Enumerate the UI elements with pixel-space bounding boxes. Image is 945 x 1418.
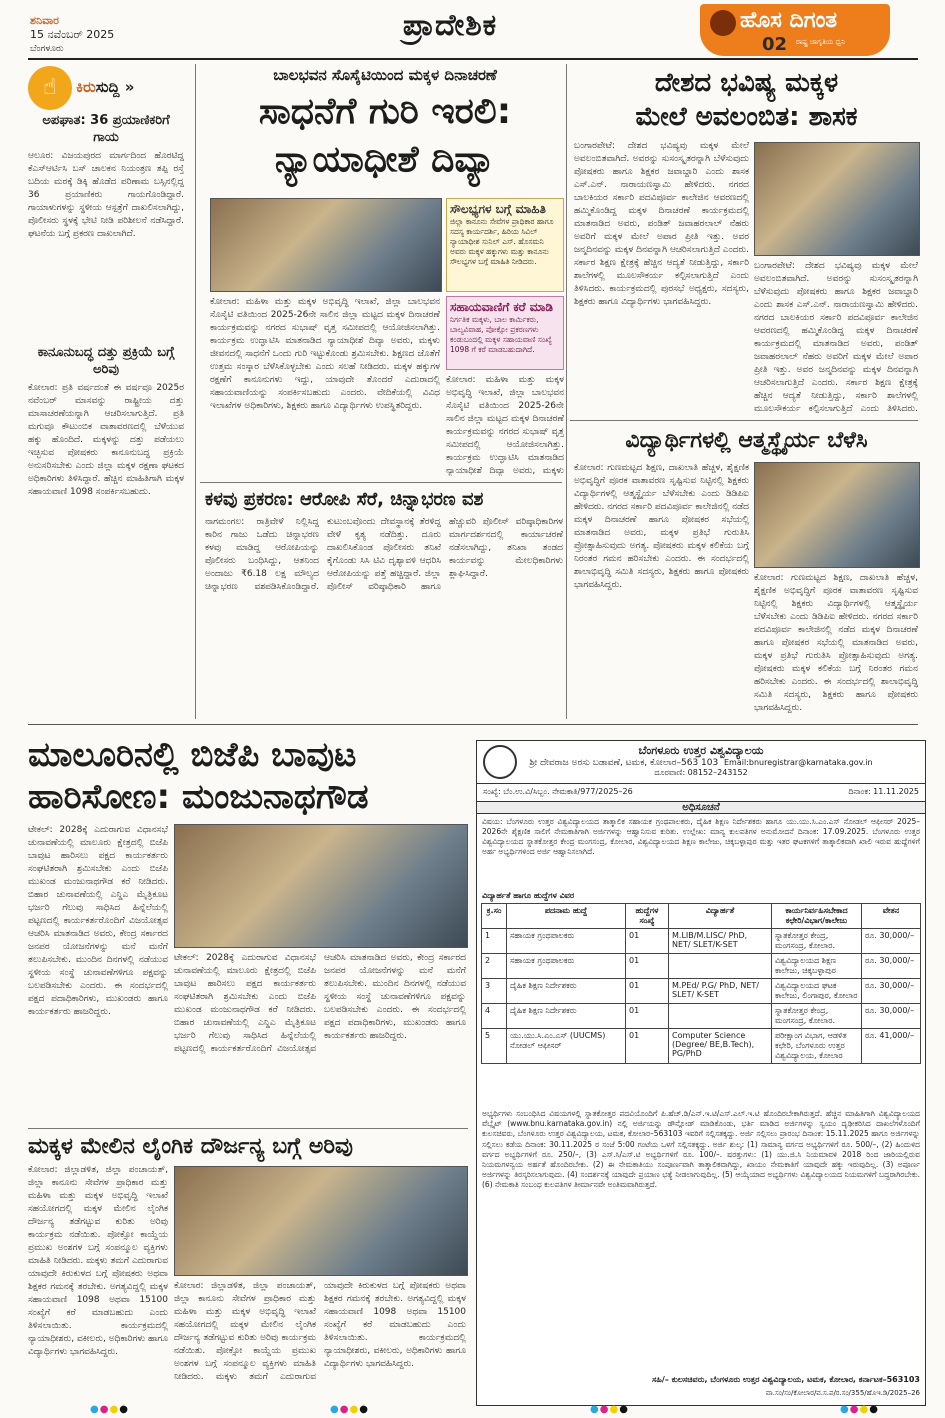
lead-body-col1: ಕೋಲಾರ: ಮಹಿಳಾ ಮತ್ತು ಮಕ್ಕಳ ಅಭಿವೃದ್ಧಿ ಇಲಾಖೆ, ಜಿಲ್ಲಾ ಬಾಲಭವನ ಸೊಸೈಟಿ ವತಿಯಿಂದ 2025-26ನೇ ಸಾಲಿನ ಜಿಲ್ಲಾ ಮಟ್ಟದ ಮಕ್ಕಳ ದಿನಾಚರಣೆ ಕಾರ್ಯಕ್ರಮವನ್ನು ನಗರದ ಸುಭಾಷ್ ವೃತ್ತ ಸಮೀಪದಲ್ಲಿ ಆಯೋಜಿಸಲಾಗಿತ್ತು. ಕಾರ್ಯಕ್ರಮ ಉದ್ಘಾಟಿಸಿ ಮಾತನಾಡಿದ ನ್ಯಾಯಾಧೀಶೆ ದಿವ್ಯಾ ಅವರು, ಮಕ್ಕಳು ಜೀವನದಲ್ಲಿ ಸಾಧನೆಗೆ ಒಂದು ಗುರಿ ಇಟ್ಟುಕೊಂಡು ಶ್ರಮಿಸಬೇಕು. ಶಿಕ್ಷಣದ ಜೊತೆಗೆ ಉತ್ತಮ ಸಂಸ್ಕಾರ ಬೆಳೆಸಿಕೊಳ್ಳಬೇಕು ಎಂದು ಸಲಹೆ ನೀಡಿದರು. ಮಕ್ಕಳ ಹಕ್ಕುಗಳ ರಕ್ಷಣೆಗೆ ಕಾನೂನುಗಳು ಇದ್ದು, ಯಾವುದೇ ತೊಂದರೆ ಎದುರಾದಲ್ಲಿ ಸಹಾಯವಾಣಿಯನ್ನು ಸಂಪರ್ಕಿಸಬಹುದು ಎಂದರು. ವೇದಿಕೆಯಲ್ಲಿ ವಿವಿಧ ಇಲಾಖೆಗಳ ಅಧಿಕಾರಿಗಳು, ಶಿಕ್ಷಕರು ಹಾಗೂ ವಿದ್ಯಾರ್ಥಿಗಳು ಉಪಸ್ಥಿತರಿದ್ದರು. [210, 297, 440, 411]
column-divider [566, 64, 567, 719]
notice-ref-row [483, 787, 919, 797]
theft-body: ನಾಗಮಂಗಲ: ರಾತ್ರಿವೇಳೆ ನಿಲ್ಲಿಸಿದ್ದ ಕಾರಿನ ಗಾಜು ಒಡೆದು ಚಿನ್ನಾಭರಣ ಕಳವು ಮಾಡಿದ್ದ ಆರೋಪಿಯನ್ನು ಪೊಲೀಸರು ಬಂಧಿಸಿದ್ದು, ಆತನಿಂದ ಅಂದಾಜು ₹6.18 ಲಕ್ಷ ಮೌಲ್ಯದ ಚಿನ್ನಾಭರಣ ವಶಪಡಿಸಿಕೊಂಡಿದ್ದಾರೆ. ಕುಟುಂಬವೊಂದು ದೇವಸ್ಥಾನಕ್ಕೆ ತೆರಳಿದ್ದ ವೇಳೆ ಕೃತ್ಯ ನಡೆದಿತ್ತು. ದೂರು ದಾಖಲಿಸಿಕೊಂಡ ಪೊಲೀಸರು ತನಿಖೆ ಕೈಗೊಂಡು ಸಿಸಿ ಟಿವಿ ದೃಶ್ಯಾವಳಿ ಆಧರಿಸಿ ಆರೋಪಿಯನ್ನು ಪತ್ತೆ ಹಚ್ಚಿದ್ದಾರೆ. ಜಿಲ್ಲಾ ಪೊಲೀಸ್ ವರಿಷ್ಠಾಧಿಕಾರಿ ಹಾಗೂ ಹೆಚ್ಚುವರಿ ಪೊಲೀಸ್ ವರಿಷ್ಠಾಧಿಕಾರಿಗಳ ಮಾರ್ಗದರ್ಶನದಲ್ಲಿ ಕಾರ್ಯಾಚರಣೆ ನಡೆಸಲಾಗಿದ್ದು, ತನಿಖಾ ತಂಡದ ಕಾರ್ಯವನ್ನು ಮೇಲಧಿಕಾರಿಗಳು ಶ್ಲಾಘಿಸಿದ್ದಾರೆ. [205, 517, 563, 592]
brief2-body: ಕೋಲಾರ: ಪ್ರತಿ ವರ್ಷದಂತೆ ಈ ವರ್ಷವೂ 2025ರ ನವೆಂಬರ್ ಮಾಸವನ್ನು ರಾಷ್ಟ್ರೀಯ ದತ್ತು ಮಾಸಾಚರಣೆಯನ್ನಾಗಿ ಆಚರಿಸಲಾಗುತ್ತಿದೆ. ಪ್ರತಿ ಮಗುವೂ ಕೌಟುಂಬಿಕ ವಾತಾವರಣದಲ್ಲಿ ಬೆಳೆಯುವ ಹಕ್ಕು ಹೊಂದಿದೆ. ಮಕ್ಕಳನ್ನು ದತ್ತು ಪಡೆಯಲು ಇಚ್ಛಿಸುವ ಪೋಷಕರು ಕಾನೂನುಬದ್ಧ ಪ್ರಕ್ರಿಯೆ ಅನುಸರಿಸಬೇಕು ಎಂದು ಜಿಲ್ಲಾ ಮಕ್ಕಳ ರಕ್ಷಣಾ ಘಟಕದ ಅಧಿಕಾರಿಗಳು ತಿಳಿಸಿದ್ದಾರೆ. ಹೆಚ್ಚಿನ ಮಾಹಿತಿಗಾಗಿ ಮಕ್ಕಳ ಸಹಾಯವಾಣಿ 1098 ಸಂಪರ್ಕಿಸಬಹುದು. [28, 383, 184, 497]
header-rule [28, 58, 918, 60]
notice-signature: ಸಹಿ/– ಕುಲಸಚಿವರು, ಬೆಂಗಳೂರು ಉತ್ತರ ವಿಶ್ವವಿದ್ಯಾಲಯ, ಟಮಕ, ಕೋಲಾರ, ಕರ್ನಾಟಕ–563103 [652, 1375, 920, 1384]
lead-body-col2: ಕೋಲಾರ: ಮಹಿಳಾ ಮತ್ತು ಮಕ್ಕಳ ಅಭಿವೃದ್ಧಿ ಇಲಾಖೆ, ಜಿಲ್ಲಾ ಬಾಲಭವನ ಸೊಸೈಟಿ ವತಿಯಿಂದ 2025-26ನೇ ಸಾಲಿನ ಜಿಲ್ಲಾ ಮಟ್ಟದ ಮಕ್ಕಳ ದಿನಾಚರಣೆ ಕಾರ್ಯಕ್ರಮವನ್ನು ನಗರದ ಸುಭಾಷ್ ವೃತ್ತ ಸಮೀಪದಲ್ಲಿ ಆಯೋಜಿಸಲಾಗಿತ್ತು. ಕಾರ್ಯಕ್ರಮ ಉದ್ಘಾಟಿಸಿ ಮಾತನಾಡಿದ ನ್ಯಾಯಾಧೀಶೆ ದಿವ್ಯಾ ಅವರು, ಮಕ್ಕಳು [446, 375, 564, 476]
vacancy-table-header [482, 904, 921, 929]
helpline-box-text: ನಿರ್ಗತಿಕ ಮಕ್ಕಳು, ಬಾಲ ಕಾರ್ಮಿಕರು, ಬಾಲ್ಯವಿವಾಹ, ಪೋಕ್ಸೋ ಪ್ರಕರಣಗಳು ಕಂಡುಬಂದಲ್ಲಿ ಮಕ್ಕಳ ಸಹಾಯವಾಣಿ ಸಂಖ್ಯೆ 1098 ಗೆ ಕರೆ ಮಾಡಬಹುದಾಗಿದೆ. [450, 315, 552, 354]
notice-dip-ref: ವಾ.ಸಂ/ಸಂ/ಕೋಲಾರ/ವ.ಸ.ಪ/ರ.ಸಂ/355/ಹೊಇ.ಡಿ/2025–26 [765, 1389, 920, 1397]
notice-body: ಅಭ್ಯರ್ಥಿಗಳು ಸಂಬಂಧಿಸಿದ ವಿಷಯಗಳಲ್ಲಿ ಸ್ನಾತಕೋತ್ತರ ಪದವಿಯೊಂದಿಗೆ ಪಿ.ಹೆಚ್.ಡಿ/ಎನ್.ಇ.ಟಿ/ಎಸ್.ಎಲ್.ಇ.ಟಿ ಹೊಂದಿರಬೇಕಾಗಿರುತ್ತದೆ. ಹೆಚ್ಚಿನ ಮಾಹಿತಿಗಾಗಿ ವಿಶ್ವವಿದ್ಯಾಲಯದ ವೆಬ್ಸೈಟ್ (www.bnu.karnataka.gov.in) ನಲ್ಲಿ ಅರ್ಜಿಯನ್ನು ಡೌನ್ಲೋಡ್ ಮಾಡಿಕೊಂಡು, ಭರ್ತಿ ಮಾಡಿದ ಅರ್ಜಿಗಳನ್ನು ಸ್ವಯಂ ದೃಢೀಕರಿಸಿದ ದಾಖಲೆಗಳೊಂದಿಗೆ ಕುಲಸಚಿವರು, ಬೆಂಗಳೂರು ಉತ್ತರ ವಿಶ್ವವಿದ್ಯಾಲಯ, ಟಮಕ, ಕೋಲಾರ–563103 ಇವರಿಗೆ ಸಲ್ಲಿಸತಕ್ಕದ್ದು. ಅರ್ಜಿ ಸಲ್ಲಿಸಲು ಪ್ರಾರಂಭ ದಿನಾಂಕ: 15.11.2025 ಹಾಗೂ ಅರ್ಜಿಗಳನ್ನು ಸಲ್ಲಿಸಲು ಕಡೆಯ ದಿನಾಂಕ: 30.11.2025 ರ ಸಂಜೆ 5:00 ಗಂಟೆಯ ಒಳಗೆ ಸಲ್ಲಿಸತಕ್ಕದ್ದು. ಅರ್ಜಿ ಶುಲ್ಕ: (1) ಸಾಮಾನ್ಯ ವರ್ಗದ ಅಭ್ಯರ್ಥಿಗಳಿಗೆ ರೂ. 500/–, (2) ಹಿಂದುಳಿದ ವರ್ಗದ ಅಭ್ಯರ್ಥಿಗಳಿಗೆ ರೂ. 250/–, (3) ಎಸ್.ಸಿ/ಎಸ್.ಟಿ ಅಭ್ಯರ್ಥಿಗಳಿಗೆ ರೂ. 100/–. ಷರತ್ತುಗಳು: (1) ಯು.ಜಿ.ಸಿ ನಿಯಮಾವಳಿ 2018 ರಿಂದ ಜಾರಿಯಲ್ಲಿರುವ ನಿಯಮಗಳನ್ವಯ ಅರ್ಹತೆ ಹೊಂದಿರಬೇಕು. (2) ಈ ನೇಮಕಾತಿಯು ಸಂಪೂರ್ಣವಾಗಿ ತಾತ್ಕಾಲಿಕವಾಗಿದ್ದು, ಖಾಯಂ ನೇಮಕಾತಿಗೆ ಯಾವುದೇ ಹಕ್ಕು ಇರುವುದಿಲ್ಲ. (3) ಅಪೂರ್ಣ ಅರ್ಜಿಗಳನ್ನು ತಿರಸ್ಕರಿಸಲಾಗುವುದು. (4) ಸಂದರ್ಶನಕ್ಕೆ ಯಾವುದೇ ಪ್ರಯಾಣ ಭತ್ಯೆ ನೀಡಲಾಗುವುದಿಲ್ಲ. (5) ಆಯ್ಕೆಯಾದ ಅಭ್ಯರ್ಥಿಗಳು ವಿಶ್ವವಿದ್ಯಾಲಯದ ನಿಯಮಗಳಿಗೆ ಬದ್ಧರಾಗಿರಬೇಕು. (6) ನೇಮಕಾತಿ ಸಂಬಂಧ ಕುಲಪತಿಗಳ ತೀರ್ಮಾನವೇ ಅಂತಿಮವಾಗಿರುತ್ತದೆ. [482, 1109, 920, 1190]
brand-emblem-icon [710, 10, 736, 36]
masthead-date-block [30, 14, 114, 56]
story6-body-col2: ಕೋಲಾರ: ಜಿಲ್ಲಾಡಳಿತ, ಜಿಲ್ಲಾ ಪಂಚಾಯತ್, ಜಿಲ್ಲಾ ಕಾನೂನು ಸೇವೆಗಳ ಪ್ರಾಧಿಕಾರ ಮತ್ತು ಮಹಿಳಾ ಮತ್ತು ಮಕ್ಕಳ ಅಭಿವೃದ್ಧಿ ಇಲಾಖೆ ಸಹಯೋಗದಲ್ಲಿ ಮಕ್ಕಳ ಮೇಲಿನ ಲೈಂಗಿಕ ದೌರ್ಜನ್ಯ ತಡೆಗಟ್ಟುವ ಕುರಿತು ಅರಿವು ಕಾರ್ಯಕ್ರಮ ನಡೆಯಿತು. ಪೋಕ್ಸೋ ಕಾಯ್ದೆಯ ಪ್ರಮುಖ ಅಂಶಗಳ ಬಗ್ಗೆ ಸಂಪನ್ಮೂಲ ವ್ಯಕ್ತಿಗಳು ಮಾಹಿತಿ ನೀಡಿದರು. ಮಕ್ಕಳು ತಮಗೆ ಎದುರಾಗುವ ಯಾವುದೇ ಕಿರುಕುಳದ ಬಗ್ಗೆ ಪೋಷಕರು ಅಥವಾ ಶಿಕ್ಷಕರ ಗಮನಕ್ಕೆ ತರಬೇಕು. ಅಗತ್ಯವಿದ್ದಲ್ಲಿ ಮಕ್ಕಳ ಸಹಾಯವಾಣಿ 1098 ಅಥವಾ 15100 ಸಂಖ್ಯೆಗೆ ಕರೆ ಮಾಡಬಹುದು ಎಂದು ತಿಳಿಸಲಾಯಿತು. ಕಾರ್ಯಕ್ರಮದಲ್ಲಿ ನ್ಯಾಯಾಧೀಶರು, ವಕೀಲರು, ಅಧಿಕಾರಿಗಳು ಹಾಗೂ ವಿದ್ಯಾರ್ಥಿಗಳು ಭಾಗವಹಿಸಿದ್ದರು. [174, 1281, 466, 1382]
city: ಬೆಂಗಳೂರು [30, 44, 64, 54]
col-header: ಕಾರ್ಯನಿರ್ವಹಿಸಬೇಕಾದ ಕಛೇರಿ/ವಿಭಾಗ/ಕಾಲೇಜು [772, 904, 862, 929]
lead-photo [210, 198, 442, 292]
story3-body-col1: ಕೋಲಾರ: ಗುಣಮಟ್ಟದ ಶಿಕ್ಷಣ, ದಾಖಲಾತಿ ಹೆಚ್ಚಳ, ಶೈಕ್ಷಣಿಕ ಅಭಿವೃದ್ಧಿಗೆ ಪೂರಕ ವಾತಾವರಣ ಸೃಷ್ಟಿಸುವ ನಿಟ್ಟಿನಲ್ಲಿ ಶಿಕ್ಷಕರು ವಿದ್ಯಾರ್ಥಿಗಳಲ್ಲಿ ಆತ್ಮಸ್ಥೈರ್ಯ ಬೆಳೆಸಬೇಕು ಎಂದು ಡಿಡಿಪಿಐ ಹೇಳಿದರು. ನಗರದ ಸರ್ಕಾರಿ ಪದವಿಪೂರ್ವ ಕಾಲೇಜಿನಲ್ಲಿ ನಡೆದ ಮಕ್ಕಳ ದಿನಾಚರಣೆ ಹಾಗೂ ಪೋಷಕರ ಸಭೆಯಲ್ಲಿ ಮಾತನಾಡಿದ ಅವರು, ಮಕ್ಕಳ ಪ್ರತಿಭೆ ಗುರುತಿಸಿ ಪ್ರೋತ್ಸಾಹಿಸುವುದು ಅಗತ್ಯ. ಪೋಷಕರು ಮಕ್ಕಳ ಕಲಿಕೆಯ ಬಗ್ಗೆ ನಿರಂತರ ಗಮನ ಹರಿಸಬೇಕು ಎಂದರು. ಈ ಸಂದರ್ಭದಲ್ಲಿ ಶಾಲಾಭಿವೃದ್ಧಿ ಸಮಿತಿ ಸದಸ್ಯರು, ಶಿಕ್ಷಕರು ಹಾಗೂ ಪೋಷಕರು ಭಾಗವಹಿಸಿದ್ದರು. [574, 463, 749, 590]
kirusuddi-label: ಕಿರುಸುದ್ದಿ » [76, 78, 135, 96]
notice-header [477, 741, 925, 784]
story5-headline-line2: ಹಾರಿಸೋಣ: ಮಂಜುನಾಥಗೌಡ [28, 777, 369, 817]
print-registration-marks: ●●●● [590, 1404, 629, 1415]
notice-table-title: ವಿದ್ಯಾರ್ಹತೆ ಹಾಗೂ ಹುದ್ದೆಗಳ ವಿವರ [482, 891, 575, 900]
university-name: ಬೆಂಗಳೂರು ಉತ್ತರ ವಿಶ್ವವಿದ್ಯಾಲಯ [638, 744, 764, 757]
story2-headline-line2: ಮೇಲೆ ಅವಲಂಬಿತ: ಶಾಸಕ [635, 102, 858, 132]
story2-body-col2: ಬಂಗಾರಪೇಟೆ: ದೇಶದ ಭವಿಷ್ಯವು ಮಕ್ಕಳ ಮೇಲೆ ಅವಲಂಬಿತವಾಗಿದೆ. ಅವರನ್ನು ಸುಸಂಸ್ಕೃತರನ್ನಾಗಿ ಬೆಳೆಸುವುದು ಪೋಷಕರು ಹಾಗೂ ಶಿಕ್ಷಕರ ಜವಾಬ್ದಾರಿ ಎಂದು ಶಾಸಕ ಎಸ್.ಎನ್. ನಾರಾಯಣಸ್ವಾಮಿ ಹೇಳಿದರು. ನಗರದ ಬಾಲಕಿಯರ ಸರ್ಕಾರಿ ಪದವಿಪೂರ್ವ ಕಾಲೇಜಿನ ಆವರಣದಲ್ಲಿ ಹಮ್ಮಿಕೊಂಡಿದ್ದ ಮಕ್ಕಳ ದಿನಾಚರಣೆ ಕಾರ್ಯಕ್ರಮದಲ್ಲಿ ಮಾತನಾಡಿದ ಅವರು, ಪಂಡಿತ್ ಜವಾಹರಲಾಲ್ ನೆಹರು ಅವರಿಗೆ ಮಕ್ಕಳ ಮೇಲೆ ಅಪಾರ ಪ್ರೀತಿ ಇತ್ತು. ಅವರ ಜನ್ಮದಿನವನ್ನು ಮಕ್ಕಳ ದಿನವನ್ನಾಗಿ ಆಚರಿಸಲಾಗುತ್ತಿದೆ ಎಂದರು. ಸರ್ಕಾರ ಶಿಕ್ಷಣ ಕ್ಷೇತ್ರಕ್ಕೆ ಹೆಚ್ಚಿನ ಆದ್ಯತೆ ನೀಡುತ್ತಿದ್ದು, ಸರ್ಕಾರಿ ಶಾಲೆಗಳಲ್ಲಿ ಮೂಲಸೌಕರ್ಯ ಕಲ್ಪಿಸಲಾಗುತ್ತಿದೆ ಎಂದು ತಿಳಿಸಿದರು. [754, 261, 918, 414]
story5-body-col2: ಟೇಕಲ್: 2028ಕ್ಕೆ ಎದುರಾಗುವ ವಿಧಾನಸಭೆ ಚುನಾವಣೆಯಲ್ಲಿ ಮಾಲೂರು ಕ್ಷೇತ್ರದಲ್ಲಿ ಬಿಜೆಪಿ ಬಾವುಟ ಹಾರಿಸಲು ಪಕ್ಷದ ಕಾರ್ಯಕರ್ತರು ಸಂಘಟಿತರಾಗಿ ಶ್ರಮಿಸಬೇಕು ಎಂದು ಬಿಜೆಪಿ ಮುಖಂಡ ಮಂಜುನಾಥಗೌಡ ಕರೆ ನೀಡಿದರು. ಬಿಹಾರ ಚುನಾವಣೆಯಲ್ಲಿ ಎನ್ಡಿಎ ಮೈತ್ರಿಕೂಟ ಭರ್ಜರಿ ಗೆಲುವು ಸಾಧಿಸಿದ ಹಿನ್ನೆಲೆಯಲ್ಲಿ ಪಟ್ಟಣದಲ್ಲಿ ಕಾರ್ಯಕರ್ತರೊಂದಿಗೆ ವಿಜಯೋತ್ಸವ ಆಚರಿಸಿ ಮಾತನಾಡಿದ ಅವರು, ಕೇಂದ್ರ ಸರ್ಕಾರದ ಜನಪರ ಯೋಜನೆಗಳನ್ನು ಮನೆ ಮನೆಗೆ ತಲುಪಿಸಬೇಕು. ಮುಂದಿನ ದಿನಗಳಲ್ಲಿ ನಡೆಯುವ ಸ್ಥಳೀಯ ಸಂಸ್ಥೆ ಚುನಾವಣೆಗಳಿಗೂ ಪಕ್ಷವನ್ನು ಬಲಪಡಿಸಬೇಕು ಎಂದರು. ಈ ಸಂದರ್ಭದಲ್ಲಿ ಪಕ್ಷದ ಪದಾಧಿಕಾರಿಗಳು, ಮುಖಂಡರು ಹಾಗೂ ಕಾರ್ಯಕರ್ತರು ಹಾಜರಿದ್ದರು. [174, 953, 466, 1054]
facilities-box-text: ಜಿಲ್ಲಾ ಕಾನೂನು ಸೇವೆಗಳ ಪ್ರಾಧಿಕಾರ ಹಾಗೂ ಸದಸ್ಯ ಕಾರ್ಯದರ್ಶಿ, ಹಿರಿಯ ಸಿವಿಲ್ ನ್ಯಾಯಾಧೀಶ ಸುನಿಲ್ ಎಸ್. ಹೊಸಮನಿ ಅವರು ಮಕ್ಕಳ ಹಕ್ಕುಗಳು ಮತ್ತು ಕಾನೂನು ಸೌಲಭ್ಯಗಳ ಬಗ್ಗೆ ಮಾಹಿತಿ ನೀಡಿದರು. [450, 217, 554, 266]
lead-headline-line1: ಸಾಧನೆಗೆ ಗುರಿ ಇರಲಿ: [258, 91, 512, 132]
notice-ref: ಸಂಖ್ಯೆ: ಬೆಂ.ಉ.ವಿ/ಸಿಬ್ಬಂ. ನೇಮಕಾತಿ/977/2025–26 [483, 787, 633, 796]
university-address: ಶ್ರೀ ದೇವರಾಜ ಅರಸು ಬಡಾವಣೆ, ಟಮಕ, ಕೋಲಾರ–563 103 [529, 758, 719, 768]
col-header: ಹುದ್ದೆಗಳ ಸಂಖ್ಯೆ [626, 904, 669, 929]
university-email: Email:bnuregistrar@karnataka.gov.in [723, 758, 873, 767]
story-divider [570, 420, 918, 421]
university-phone: ದೂರವಾಣಿ: 08152–243152 [654, 768, 748, 777]
facilities-box-title: ಸೌಲಭ್ಯಗಳ ಬಗ್ಗೆ ಮಾಹಿತಿ [450, 202, 546, 216]
lead-headline-line2: ನ್ಯಾಯಾಧೀಶೆ ದಿವ್ಯಾ [274, 139, 496, 180]
story6-body-col1: ಕೋಲಾರ: ಜಿಲ್ಲಾಡಳಿತ, ಜಿಲ್ಲಾ ಪಂಚಾಯತ್, ಜಿಲ್ಲಾ ಕಾನೂನು ಸೇವೆಗಳ ಪ್ರಾಧಿಕಾರ ಮತ್ತು ಮಹಿಳಾ ಮತ್ತು ಮಕ್ಕಳ ಅಭಿವೃದ್ಧಿ ಇಲಾಖೆ ಸಹಯೋಗದಲ್ಲಿ ಮಕ್ಕಳ ಮೇಲಿನ ಲೈಂಗಿಕ ದೌರ್ಜನ್ಯ ತಡೆಗಟ್ಟುವ ಕುರಿತು ಅರಿವು ಕಾರ್ಯಕ್ರಮ ನಡೆಯಿತು. ಪೋಕ್ಸೋ ಕಾಯ್ದೆಯ ಪ್ರಮುಖ ಅಂಶಗಳ ಬಗ್ಗೆ ಸಂಪನ್ಮೂಲ ವ್ಯಕ್ತಿಗಳು ಮಾಹಿತಿ ನೀಡಿದರು. ಮಕ್ಕಳು ತಮಗೆ ಎದುರಾಗುವ ಯಾವುದೇ ಕಿರುಕುಳದ ಬಗ್ಗೆ ಪೋಷಕರು ಅಥವಾ ಶಿಕ್ಷಕರ ಗಮನಕ್ಕೆ ತರಬೇಕು. ಅಗತ್ಯವಿದ್ದಲ್ಲಿ ಮಕ್ಕಳ ಸಹಾಯವಾಣಿ 1098 ಅಥವಾ 15100 ಸಂಖ್ಯೆಗೆ ಕರೆ ಮಾಡಬಹುದು ಎಂದು ತಿಳಿಸಲಾಯಿತು. ಕಾರ್ಯಕ್ರಮದಲ್ಲಿ ನ್ಯಾಯಾಧೀಶರು, ವಕೀಲರು, ಅಧಿಕಾರಿಗಳು ಹಾಗೂ ವಿದ್ಯಾರ್ಥಿಗಳು ಭಾಗವಹಿಸಿದ್ದರು. [28, 1165, 168, 1357]
table-row: 5 ಯು.ಯು.ಸಿ.ಎಂ.ಎಸ್ (UUCMS) ನೋಡಲ್ ಆಫೀಸರ್ 01 Computer Science (Degree/ BE,B.Tech), PG/PhD ಪರೀಕ್ಷಾಂಗ ವಿಭಾಗ, ಆಡಳಿತ ಕಛೇರಿ, ಬೆಂಗಳೂರು ಉತ್ತರ ವಿಶ್ವವಿದ್ಯಾಲಯ, ಕೋಲಾರ ರೂ. 41,000/– [482, 1029, 921, 1064]
col-header: ವೇತನ [862, 904, 921, 929]
vacancy-table [481, 903, 921, 1064]
page-number: 02 [762, 34, 788, 55]
story5-photo [174, 824, 468, 948]
hand-icon: ☝ [28, 66, 72, 110]
story3-headline: ವಿದ್ಯಾರ್ಥಿಗಳಲ್ಲಿ ಆತ್ಮಸ್ಥೈರ್ಯ ಬೆಳೆಸಿ [625, 428, 868, 453]
notice-intro: ವಿಷಯ: ಬೆಂಗಳೂರು ಉತ್ತರ ವಿಶ್ವವಿದ್ಯಾಲಯದ ತಾತ್ಕಾಲಿಕ ಸಹಾಯಕ ಗ್ರಂಥಪಾಲಕರು, ದೈಹಿಕ ಶಿಕ್ಷಣ ನಿರ್ದೇಶಕರು ಹಾಗೂ ಯು.ಯು.ಸಿ.ಎಂ.ಎಸ್ ನೋಡಲ್ ಆಫೀಸರ್ 2025–2026ನೇ ಶೈಕ್ಷಣಿಕ ಸಾಲಿಗೆ ನೇಮಕಾತಿಗಾಗಿ ಅರ್ಜಿಗಳನ್ನು ಆಹ್ವಾನಿಸುವ ಕುರಿತು. ಉಲ್ಲೇಖ: ಮಾನ್ಯ ಕುಲಪತಿಗಳ ಅನುಮೋದನೆ ದಿನಾಂಕ: 17.09.2025. ಬೆಂಗಳೂರು ಉತ್ತರ ವಿಶ್ವವಿದ್ಯಾಲಯದ ಸ್ನಾತಕೋತ್ತರ ಕೇಂದ್ರ ಮಂಗಸಂದ್ರ, ಕೋಲಾರ, ವಿಶ್ವವಿದ್ಯಾಲಯದ ಶಿಕ್ಷಣ ಕಾಲೇಜು, ಚಿಕ್ಕಬಳ್ಳಾಪುರ ಮತ್ತು ಇತರ ಘಟಕಗಳಿಗೆ ತಾತ್ಕಾಲಿಕವಾಗಿ ಖಾಲಿ ಇರುವ ಹುದ್ದೆಗಳಿಗೆ ಅರ್ಹ ಅಭ್ಯರ್ಥಿಗಳಿಂದ ಅರ್ಜಿ ಆಹ್ವಾನಿಸಲಾಗಿದೆ. [482, 817, 920, 856]
theft-headline: ಕಳವು ಪ್ರಕರಣ: ಆರೋಪಿ ಸೆರೆ, ಚಿನ್ನಾಭರಣ ವಶ [205, 489, 484, 510]
brand-tagline: ರಾಷ್ಟ್ರ ಜಾಗೃತಿಯ ಧ್ವನಿ [796, 38, 846, 46]
story3-body-col2: ಕೋಲಾರ: ಗುಣಮಟ್ಟದ ಶಿಕ್ಷಣ, ದಾಖಲಾತಿ ಹೆಚ್ಚಳ, ಶೈಕ್ಷಣಿಕ ಅಭಿವೃದ್ಧಿಗೆ ಪೂರಕ ವಾತಾವರಣ ಸೃಷ್ಟಿಸುವ ನಿಟ್ಟಿನಲ್ಲಿ ಶಿಕ್ಷಕರು ವಿದ್ಯಾರ್ಥಿಗಳಲ್ಲಿ ಆತ್ಮಸ್ಥೈರ್ಯ ಬೆಳೆಸಬೇಕು ಎಂದು ಡಿಡಿಪಿಐ ಹೇಳಿದರು. ನಗರದ ಸರ್ಕಾರಿ ಪದವಿಪೂರ್ವ ಕಾಲೇಜಿನಲ್ಲಿ ನಡೆದ ಮಕ್ಕಳ ದಿನಾಚರಣೆ ಹಾಗೂ ಪೋಷಕರ ಸಭೆಯಲ್ಲಿ ಮಾತನಾಡಿದ ಅವರು, ಮಕ್ಕಳ ಪ್ರತಿಭೆ ಗುರುತಿಸಿ ಪ್ರೋತ್ಸಾಹಿಸುವುದು ಅಗತ್ಯ. ಪೋಷಕರು ಮಕ್ಕಳ ಕಲಿಕೆಯ ಬಗ್ಗೆ ನಿರಂತರ ಗಮನ ಹರಿಸಬೇಕು ಎಂದರು. ಈ ಸಂದರ್ಭದಲ್ಲಿ ಶಾಲಾಭಿವೃದ್ಧಿ ಸಮಿತಿ ಸದಸ್ಯರು, ಶಿಕ್ಷಕರು ಹಾಗೂ ಪೋಷಕರು ಭಾಗವಹಿಸಿದ್ದರು. [754, 573, 918, 713]
col-header: ವಿದ್ಯಾರ್ಹತೆ [669, 904, 772, 929]
col-header: ಕ್ರ.ಸಂ [482, 904, 507, 929]
date: 15 ನವೆಂಬರ್ 2025 [30, 28, 115, 41]
column-divider [195, 64, 196, 719]
brief2-headline: ಕಾನೂನುಬದ್ಧ ದತ್ತು ಪ್ರಕ್ರಿಯೆ ಬಗ್ಗೆ ಅರಿವು [37, 345, 175, 377]
story5-headline-line1: ಮಾಲೂರಿನಲ್ಲಿ ಬಿಜೆಪಿ ಬಾವುಟ [28, 735, 357, 775]
print-registration-marks: ●●●● [840, 1404, 879, 1415]
story5-body-col1: ಟೇಕಲ್: 2028ಕ್ಕೆ ಎದುರಾಗುವ ವಿಧಾನಸಭೆ ಚುನಾವಣೆಯಲ್ಲಿ ಮಾಲೂರು ಕ್ಷೇತ್ರದಲ್ಲಿ ಬಿಜೆಪಿ ಬಾವುಟ ಹಾರಿಸಲು ಪಕ್ಷದ ಕಾರ್ಯಕರ್ತರು ಸಂಘಟಿತರಾಗಿ ಶ್ರಮಿಸಬೇಕು ಎಂದು ಬಿಜೆಪಿ ಮುಖಂಡ ಮಂಜುನಾಥಗೌಡ ಕರೆ ನೀಡಿದರು. ಬಿಹಾರ ಚುನಾವಣೆಯಲ್ಲಿ ಎನ್ಡಿಎ ಮೈತ್ರಿಕೂಟ ಭರ್ಜರಿ ಗೆಲುವು ಸಾಧಿಸಿದ ಹಿನ್ನೆಲೆಯಲ್ಲಿ ಪಟ್ಟಣದಲ್ಲಿ ಕಾರ್ಯಕರ್ತರೊಂದಿಗೆ ವಿಜಯೋತ್ಸವ ಆಚರಿಸಿ ಮಾತನಾಡಿದ ಅವರು, ಕೇಂದ್ರ ಸರ್ಕಾರದ ಜನಪರ ಯೋಜನೆಗಳನ್ನು ಮನೆ ಮನೆಗೆ ತಲುಪಿಸಬೇಕು. ಮುಂದಿನ ದಿನಗಳಲ್ಲಿ ನಡೆಯುವ ಸ್ಥಳೀಯ ಸಂಸ್ಥೆ ಚುನಾವಣೆಗಳಿಗೂ ಪಕ್ಷವನ್ನು ಬಲಪಡಿಸಬೇಕು ಎಂದರು. ಈ ಸಂದರ್ಭದಲ್ಲಿ ಪಕ್ಷದ ಪದಾಧಿಕಾರಿಗಳು, ಮುಖಂಡರು ಹಾಗೂ ಕಾರ್ಯಕರ್ತರು ಹಾಜರಿದ್ದರು. [28, 825, 168, 1017]
story6-headline: ಮಕ್ಕಳ ಮೇಲಿನ ಲೈಂಗಿಕ ದೌರ್ಜನ್ಯ ಬಗ್ಗೆ ಅರಿವು [28, 1134, 353, 1159]
weekday: ಶನಿವಾರ [30, 14, 59, 27]
story3-photo [754, 462, 920, 568]
brand-logo [700, 4, 890, 56]
story-divider [28, 1128, 468, 1129]
notice-date: ದಿನಾಂಕ: 11.11.2025 [848, 787, 919, 796]
university-notice [476, 740, 926, 1406]
kirusuddi-badge [28, 66, 188, 116]
story-divider [200, 482, 562, 483]
university-seal-icon [483, 745, 517, 779]
notice-title: ಅಧಿಸೂಚನೆ [477, 801, 925, 814]
table-row: 4 ದೈಹಿಕ ಶಿಕ್ಷಣ ನಿರ್ದೇಶಕರು 01 ಸ್ನಾತಕೋತ್ತರ ಕೇಂದ್ರ, ಮಂಗಸಂದ್ರ, ಕೋಲಾರ. ರೂ. 30,000/– [482, 1004, 921, 1029]
brief1-headline: ಅಪಘಾತ: 36 ಪ್ರಯಾಣಿಕರಿಗೆ ಗಾಯ [42, 113, 170, 145]
table-row: 1 ಸಹಾಯಕ ಗ್ರಂಥಪಾಲಕರು 01 M.LIB/M.LISC/ PhD, NET/ SLET/K-SET ಸ್ನಾತಕೋತ್ತರ ಕೇಂದ್ರ, ಮಂಗಸಂದ್ರ, ಕೋಲಾರ. ರೂ. 30,000/– [482, 929, 921, 954]
story2-headline-line1: ದೇಶದ ಭವಿಷ್ಯ ಮಕ್ಕಳ [654, 68, 839, 98]
story2-body-col1: ಬಂಗಾರಪೇಟೆ: ದೇಶದ ಭವಿಷ್ಯವು ಮಕ್ಕಳ ಮೇಲೆ ಅವಲಂಬಿತವಾಗಿದೆ. ಅವರನ್ನು ಸುಸಂಸ್ಕೃತರನ್ನಾಗಿ ಬೆಳೆಸುವುದು ಪೋಷಕರು ಹಾಗೂ ಶಿಕ್ಷಕರ ಜವಾಬ್ದಾರಿ ಎಂದು ಶಾಸಕ ಎಸ್.ಎನ್. ನಾರಾಯಣಸ್ವಾಮಿ ಹೇಳಿದರು. ನಗರದ ಬಾಲಕಿಯರ ಸರ್ಕಾರಿ ಪದವಿಪೂರ್ವ ಕಾಲೇಜಿನ ಆವರಣದಲ್ಲಿ ಹಮ್ಮಿಕೊಂಡಿದ್ದ ಮಕ್ಕಳ ದಿನಾಚರಣೆ ಕಾರ್ಯಕ್ರಮದಲ್ಲಿ ಮಾತನಾಡಿದ ಅವರು, ಪಂಡಿತ್ ಜವಾಹರಲಾಲ್ ನೆಹರು ಅವರಿಗೆ ಮಕ್ಕಳ ಮೇಲೆ ಅಪಾರ ಪ್ರೀತಿ ಇತ್ತು. ಅವರ ಜನ್ಮದಿನವನ್ನು ಮಕ್ಕಳ ದಿನವನ್ನಾಗಿ ಆಚರಿಸಲಾಗುತ್ತಿದೆ ಎಂದರು. ಸರ್ಕಾರ ಶಿಕ್ಷಣ ಕ್ಷೇತ್ರಕ್ಕೆ ಹೆಚ್ಚಿನ ಆದ್ಯತೆ ನೀಡುತ್ತಿದ್ದು, ಸರ್ಕಾರಿ ಶಾಲೆಗಳಲ್ಲಿ ಮೂಲಸೌಕರ್ಯ ಕಲ್ಪಿಸಲಾಗುತ್ತಿದೆ ಎಂದು ತಿಳಿಸಿದರು. ಕಾರ್ಯಕ್ರಮದಲ್ಲಿ ಪುರಸಭೆ ಅಧ್ಯಕ್ಷರು, ಸದಸ್ಯರು, ಶಿಕ್ಷಕರು ಹಾಗೂ ವಿದ್ಯಾರ್ಥಿಗಳು ಭಾಗವಹಿಸಿದ್ದರು. [574, 141, 749, 307]
col-header: ಪದನಾಮ ಹುದ್ದೆ [507, 904, 626, 929]
table-row: 2 ಸಹಾಯಕ ಗ್ರಂಥಪಾಲಕರು 01 ವಿಶ್ವವಿದ್ಯಾಲಯದ ಶಿಕ್ಷಣ ಕಾಲೇಜು, ಚಿಕ್ಕಬಳ್ಳಾಪುರ ರೂ. 30,000/– [482, 954, 921, 979]
section-rule [28, 724, 918, 725]
lead-kicker: ಬಾಲಭವನ ಸೊಸೈಟಿಯಿಂದ ಮಕ್ಕಳ ದಿನಾಚರಣೆ [273, 66, 497, 84]
section-title: ಪ್ರಾದೇಶಿಕ [402, 8, 498, 43]
brief1-body: ಆಲೂರ: ವಿಜಯಪುರದ ಮಾರ್ಗದಿಂದ ಹೊರಟಿದ್ದ ಕೆಎಸ್ಆರ್ಟಿಸಿ ಬಸ್ ಚಾಲಕನ ನಿಯಂತ್ರಣ ತಪ್ಪಿ ರಸ್ತೆ ಬದಿಯ ಮರಕ್ಕೆ ಡಿಕ್ಕಿ ಹೊಡೆದ ಪರಿಣಾಮ ಬಸ್ಸಿನಲ್ಲಿದ್ದ 36 ಪ್ರಯಾಣಿಕರು ಗಾಯಗೊಂಡಿದ್ದಾರೆ. ಗಾಯಾಳುಗಳನ್ನು ಸ್ಥಳೀಯ ಆಸ್ಪತ್ರೆಗೆ ದಾಖಲಿಸಲಾಗಿದ್ದು, ಪೊಲೀಸರು ಸ್ಥಳಕ್ಕೆ ಭೇಟಿ ನೀಡಿ ಪರಿಶೀಲನೆ ನಡೆಸಿದ್ದಾರೆ. ಘಟನೆಯ ಬಗ್ಗೆ ಪ್ರಕರಣ ದಾಖಲಾಗಿದೆ. [28, 151, 184, 239]
helpline-box [446, 296, 564, 370]
story2-photo [754, 142, 920, 256]
print-registration-marks: ●●●● [330, 1404, 369, 1415]
facilities-box [446, 198, 564, 292]
table-row: 3 ದೈಹಿಕ ಶಿಕ್ಷಣ ನಿರ್ದೇಶಕರು 01 M.PEd/ P.G/ PhD, NET/ SLET/ K-SET ವಿಶ್ವವಿದ್ಯಾಲಯದ ಘಟಕ ಕಾಲೇಜು, ಲಿಂಗಾಪುರ, ಕೋಲಾರ ರೂ. 30,000/– [482, 979, 921, 1004]
brand-name: ಹೊಸ ದಿಗಂತ [740, 8, 838, 33]
helpline-box-title: ಸಹಾಯವಾಣಿಗೆ ಕರೆ ಮಾಡಿ [450, 300, 553, 314]
story6-photo [174, 1166, 468, 1276]
print-registration-marks: ●●●● [90, 1404, 129, 1415]
